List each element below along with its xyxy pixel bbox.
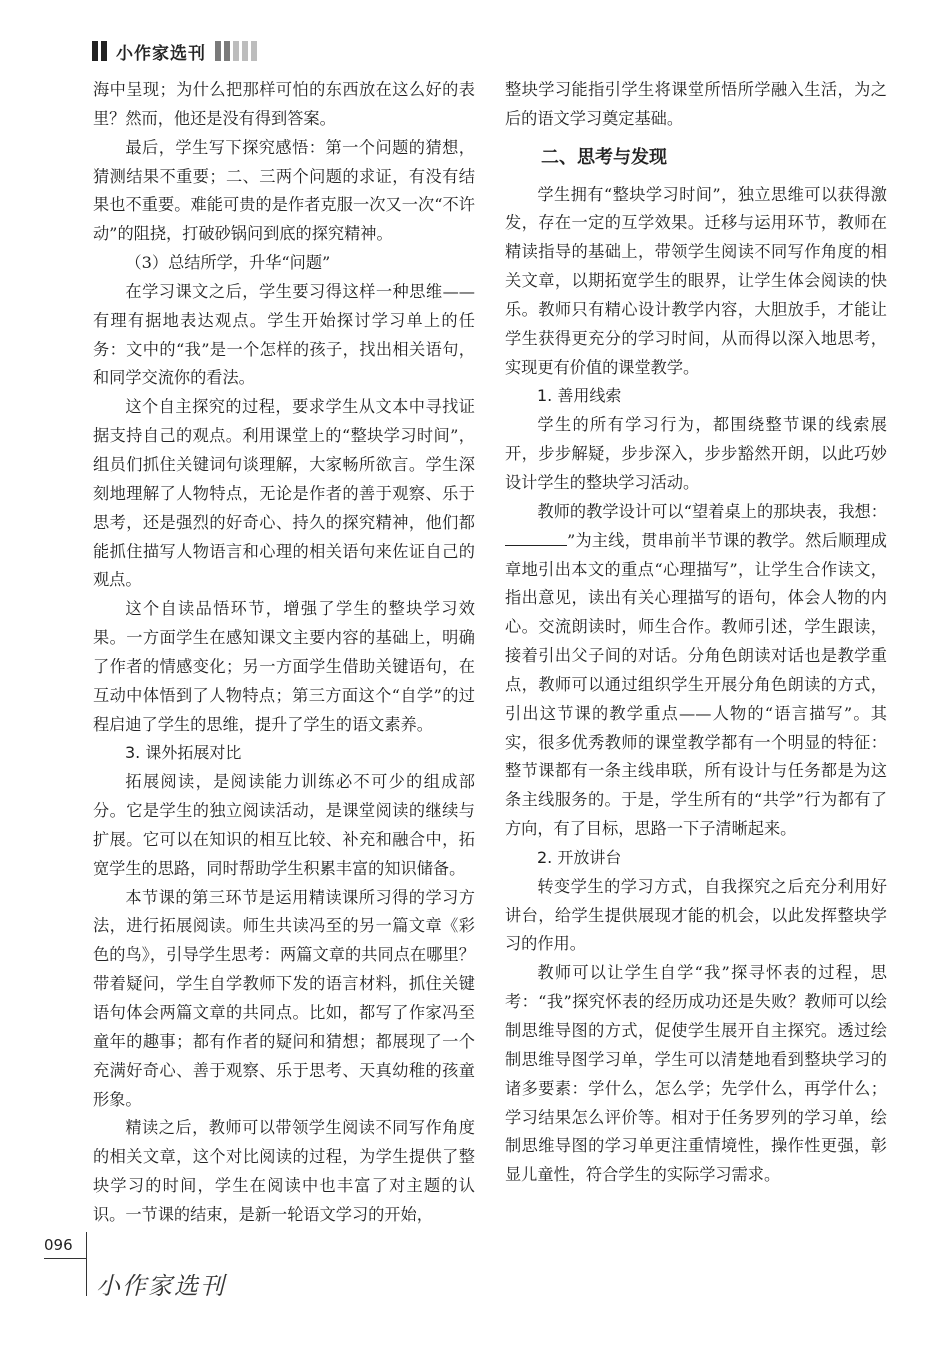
paragraph: 转变学生的学习方式，自我探究之后充分利用好讲台，给学生提供展现才能的机会，以此发挥整块学习的作用。 <box>505 876 887 954</box>
subheading: （3）总结所学，升华“问题” <box>125 253 331 273</box>
page-number: 096 <box>44 1236 73 1254</box>
blank-after-text: ”为主线，贯串前半节课的教学。然后顺理成章地引出本文的重点“心理描写”，让学生合作读文，指出意见，读出有关心理描写的语句，体会人物的内心。交流朗读时，师生合作。教师引述，学生跟读，接着引出父子间的对话。分角色朗读对话也是教学重点，教师可以通过组织学生开展分角色朗读的方式，引出这节课的教学重点——人物的“语言描写”。其实，很多优秀教师的课堂教学都有一个明显的特征：整节课都有一条主线串联，所有设计与任务都是为这条主线服务的。于是，学生所有的“共学”行为都有了方向，有了目标，思路一下子清晰起来。 <box>505 530 887 839</box>
paragraph-with-blank <box>505 498 887 844</box>
header-bar-mark <box>251 41 257 61</box>
section-heading-1: 1. 善用线索 <box>537 386 622 406</box>
header-bar-mark <box>233 41 239 61</box>
paragraph: 海中呈现；为什么把那样可怕的东西放在这么好的表里？然而，他还是没有得到答案。 <box>93 80 475 128</box>
paragraph: 教师可以让学生自学“我”探寻怀表的过程，思考：“我”探究怀表的经历成功还是失败？教师可以绘制思维导图的方式，促使学生展开自主探究。透过绘制思维导图学习单，学生可以清楚地看到整块学习的诸多要素：学什么，怎么学；先学什么，再学什么；学习结果怎么评价等。相对于任务罗列的学习单，绘制思维导图的学习单更注重情境性，操作性更强，彰显儿童性，符合学生的实际学习需求。 <box>505 963 887 1185</box>
section-heading-2: 二、思考与发现 <box>541 146 667 168</box>
section-heading-3: 3. 课外拓展对比 <box>125 743 242 763</box>
left-column <box>93 76 475 1230</box>
folio-divider <box>86 1232 87 1296</box>
paragraph: 这个自主探究的过程，要求学生从文本中寻找证据支持自己的观点。利用课堂上的“整块学习时间”，组员们抓住关键词句谈理解，大家畅所欲言。学生深刻地理解了人物特点，无论是作者的善于观察、乐于思考，还是强烈的好奇心、持久的探究精神，他们都能抓住描写人物语言和心理的相关语句来佐证自己的观点。 <box>93 397 475 590</box>
header-bar-mark <box>242 41 248 61</box>
header-bar-mark <box>101 41 107 61</box>
header-bar-mark <box>92 41 98 61</box>
header-bar-mark <box>215 41 221 61</box>
section-heading-2-2: 2. 开放讲台 <box>537 847 622 867</box>
paragraph: 本节课的第三环节是运用精读课所习得的学习方法，进行拓展阅读。师生共读冯至的另一篇文章《彩色的鸟》，引导学生思考：两篇文章的共同点在哪里？带着疑问，学生自学教师下发的语言材料，抓住关键语句体会两篇文章的共同点。比如，都写了作家冯至童年的趣事；都有作者的疑问和猜想；都展现了一个充满好奇心、善于观察、乐于思考、天真幼稚的孩童形象。 <box>93 887 475 1109</box>
journal-title: 小作家选刊 <box>116 43 206 64</box>
header-bar-mark <box>224 41 230 61</box>
paragraph: 学生的所有学习行为，都围绕整节课的线索展开，步步解疑，步步深入，步步豁然开朗，以此巧妙设计学生的整块学习活动。 <box>505 415 887 492</box>
paragraph: 在学习课文之后，学生要习得这样一种思维——有理有据地表达观点。学生开始探讨学习单上的任务：文中的“我”是一个怎样的孩子，找出相关语句，和同学交流你的看法。 <box>93 281 475 388</box>
footer-logo: 小作家选刊 <box>96 1272 226 1300</box>
paragraph: 精读之后，教师可以带领学生阅读不同写作角度的相关文章，这个对比阅读的过程，为学生提供了整块学习的时间，学生在阅读中也丰富了对主题的认识。一节课的结束，是新一轮语文学习的开始， <box>93 1118 475 1224</box>
paragraph: 整块学习能指引学生将课堂所悟所学融入生活，为之后的语文学习奠定基础。 <box>505 80 887 128</box>
running-header <box>92 38 260 64</box>
paragraph: 拓展阅读，是阅读能力训练必不可少的组成部分。它是学生的独立阅读活动，是课堂阅读的继续与扩展。它可以在知识的相互比较、补充和融合中，拓宽学生的思路，同时帮助学生积累丰富的知识储备。 <box>93 772 475 878</box>
folio-rule <box>44 1258 86 1259</box>
fill-in-blank-line <box>505 529 567 546</box>
paragraph: 这个自读品悟环节，增强了学生的整块学习效果。一方面学生在感知课文主要内容的基础上，明确了作者的情感变化；另一方面学生借助关键语句，在互动中体悟到了人物特点；第三方面这个“自学”的过程启迪了学生的思维，提升了学生的语文素养。 <box>93 599 475 734</box>
blank-before-text: 教师的教学设计可以“望着桌上的那块表，我想： <box>537 501 887 521</box>
right-column <box>505 76 887 1190</box>
paragraph: 学生拥有“整块学习时间”，独立思维可以获得激发，存在一定的互学效果。迁移与运用环节，教师在精读指导的基础上，带领学生阅读不同写作角度的相关文章，以期拓宽学生的眼界，让学生体会阅读的快乐。教师只有精心设计教学内容，大胆放手，才能让学生获得更充分的学习时间，从而得以深入地思考，实现更有价值的课堂教学。 <box>505 184 887 377</box>
paragraph: 最后，学生写下探究感悟：第一个问题的猜想，猜测结果不重要；二、三两个问题的求证，有没有结果也不重要。难能可贵的是作者克服一次又一次“不许动”的阻挠，打破砂锅问到底的探究精神。 <box>93 137 475 244</box>
